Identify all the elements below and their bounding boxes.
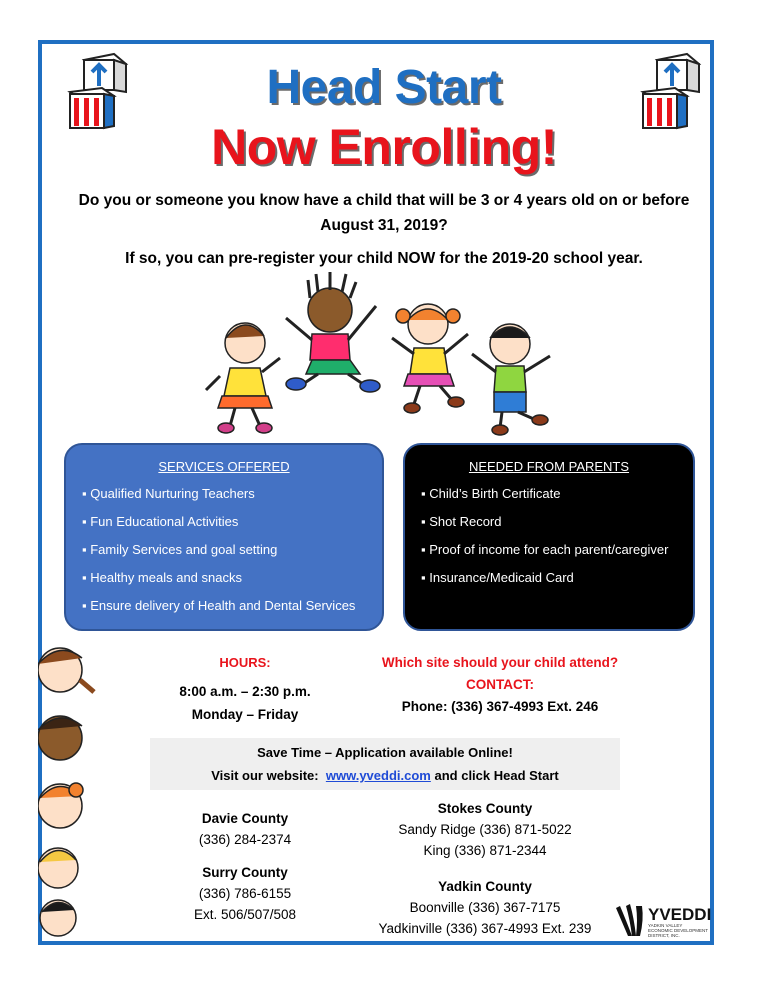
services-item: ▪ Ensure delivery of Health and Dental Services — [82, 598, 382, 613]
services-item: ▪ Qualified Nurturing Teachers — [82, 486, 382, 501]
services-offered-panel — [64, 443, 384, 631]
hours-time: 8:00 a.m. – 2:30 p.m. — [179, 684, 311, 699]
website-prefix: Visit our website: — [211, 768, 319, 783]
online-application-text: Save Time – Application available Online! — [257, 745, 513, 760]
intro-question: Do you or someone you know have a child that will be 3 or 4 years old on or before August 31, 2019? — [78, 192, 690, 234]
yveddi-logo-icon — [612, 902, 648, 938]
davie-county-phone: (336) 284-2374 — [198, 832, 292, 847]
website-link[interactable]: www.yveddi.com — [325, 768, 431, 783]
stokes-county-line2: King (336) 871-2344 — [423, 843, 547, 858]
title-now-enrolling: Now Enrolling! — [211, 119, 557, 175]
surry-county-block — [170, 862, 320, 925]
site-question: Which site should your child attend? — [381, 655, 619, 670]
intro-prompt: If so, you can pre-register your child NOW for the 2019-20 school year. — [125, 250, 643, 267]
surry-county-name: Surry County — [202, 865, 288, 880]
needed-from-parents-panel — [403, 443, 695, 631]
yveddi-logo-tagline: YADKIN VALLEY ECONOMIC DEVELOPMENT DISTRICT, INC. — [648, 923, 708, 938]
website-suffix: and click Head Start — [434, 768, 559, 783]
website-line — [150, 768, 620, 783]
davie-county-name: Davie County — [201, 811, 289, 826]
services-heading: SERVICES OFFERED — [158, 459, 290, 474]
yadkin-county-line2: Yadkinville (336) 367-4993 Ext. 239 — [378, 921, 592, 936]
services-item: ▪ Fun Educational Activities — [82, 514, 382, 529]
needed-item: ▪ Insurance/Medicaid Card — [421, 570, 693, 585]
needed-heading: NEEDED FROM PARENTS — [468, 459, 630, 474]
surry-county-phone: (336) 786-6155 — [198, 886, 292, 901]
surry-county-ext: Ext. 506/507/508 — [193, 907, 297, 922]
services-item: ▪ Healthy meals and snacks — [82, 570, 382, 585]
yadkin-county-line1: Boonville (336) 367-7175 — [409, 900, 561, 915]
hours-heading: HOURS: — [219, 655, 271, 670]
yveddi-logo-name: YVEDDI — [648, 905, 712, 924]
davie-county-block — [170, 808, 320, 850]
title-head-start: Head Start — [266, 61, 502, 114]
contact-heading: CONTACT: — [466, 677, 534, 692]
stokes-county-name: Stokes County — [437, 801, 533, 816]
needed-item: ▪ Proof of income for each parent/caregiver — [421, 542, 693, 557]
needed-item: ▪ Shot Record — [421, 514, 693, 529]
services-item: ▪ Family Services and goal setting — [82, 542, 382, 557]
peeking-children-illustration — [38, 640, 98, 940]
hours-days: Monday – Friday — [191, 707, 299, 722]
needed-item: ▪ Child’s Birth Certificate — [421, 486, 693, 501]
stokes-county-line1: Sandy Ridge (336) 871-5022 — [398, 822, 572, 837]
children-illustration — [200, 268, 560, 440]
yadkin-county-name: Yadkin County — [438, 879, 532, 894]
contact-phone: Phone: (336) 367-4993 Ext. 246 — [401, 699, 599, 714]
stokes-county-block — [370, 798, 600, 861]
yadkin-county-block — [370, 876, 600, 939]
